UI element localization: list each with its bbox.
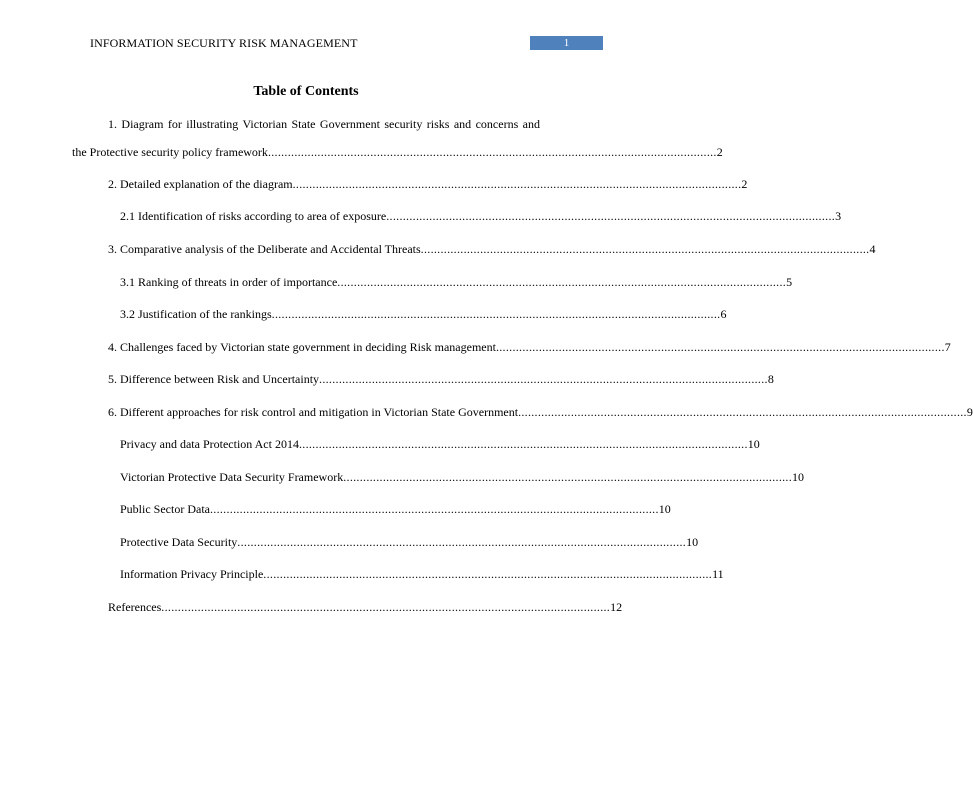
toc-leader-dots: ........................................................................................................................................ xyxy=(263,567,713,581)
toc-entry-text: 4. Challenges faced by Victorian state government in deciding Risk management xyxy=(108,340,496,354)
toc-leader-dots: ........................................................................................................................................ xyxy=(495,340,945,354)
toc-entry-2[interactable] xyxy=(108,177,748,191)
toc-entry-text: References xyxy=(108,600,162,614)
toc-entry-1-line-2[interactable] xyxy=(72,145,723,159)
toc-entry-vpdsf[interactable] xyxy=(120,470,805,484)
toc-leader-dots: ........................................................................................................................................ xyxy=(292,177,742,191)
page-number-badge: 1 xyxy=(530,36,603,50)
toc-entry-1-line-1[interactable]: 1. Diagram for illustrating Victorian State Government security risks and concerns and xyxy=(108,117,540,131)
toc-entry-page: 3 xyxy=(835,209,842,223)
toc-entry-page: 4 xyxy=(869,242,876,256)
toc-entry-text: Privacy and data Protection Act 2014 xyxy=(120,437,299,451)
toc-entry-4[interactable] xyxy=(108,340,951,354)
toc-entry-page: 10 xyxy=(686,535,699,549)
toc-leader-dots: ........................................................................................................................................ xyxy=(267,145,717,159)
toc-leader-dots: ........................................................................................................................................ xyxy=(161,600,611,614)
toc-entry-page: 12 xyxy=(610,600,623,614)
toc-entry-page: 10 xyxy=(747,437,760,451)
toc-entry-page: 2 xyxy=(741,177,748,191)
toc-entry-page: 6 xyxy=(720,307,727,321)
toc-entry-page: 2 xyxy=(716,145,723,159)
toc-leader-dots: ........................................................................................................................................ xyxy=(518,405,967,419)
toc-leader-dots: ........................................................................................................................................ xyxy=(237,535,687,549)
toc-entry-5[interactable] xyxy=(108,372,774,386)
toc-entry-3-1[interactable] xyxy=(120,275,793,289)
toc-leader-dots: ........................................................................................................................................ xyxy=(420,242,870,256)
toc-entry-page: 9 xyxy=(966,405,973,419)
toc-entry-text: 3.1 Ranking of threats in order of importance xyxy=(120,275,338,289)
toc-entry-page: 10 xyxy=(792,470,805,484)
toc-entry-text: 3. Comparative analysis of the Deliberate and Accidental Threats xyxy=(108,242,421,256)
toc-entry-page: 11 xyxy=(712,567,724,581)
toc-entry-page: 5 xyxy=(786,275,793,289)
toc-entry-page: 7 xyxy=(944,340,951,354)
toc-heading: Table of Contents xyxy=(253,84,359,99)
toc-entry-3-2[interactable] xyxy=(120,307,727,321)
toc-leader-dots: ........................................................................................................................................ xyxy=(337,275,787,289)
toc-entry-text: 6. Different approaches for risk control and mitigation in Victorian State Government xyxy=(108,405,519,419)
toc-leader-dots: ........................................................................................................................................ xyxy=(209,502,659,516)
toc-entry-text: the Protective security policy framework xyxy=(72,145,268,159)
toc-entry-text: Protective Data Security xyxy=(120,535,238,549)
toc-leader-dots: ........................................................................................................................................ xyxy=(343,470,793,484)
running-header-title: INFORMATION SECURITY RISK MANAGEMENT xyxy=(90,36,358,50)
toc-entry-text: 2. Detailed explanation of the diagram xyxy=(108,177,293,191)
toc-entry-information-privacy-principle[interactable] xyxy=(120,567,724,581)
toc-entry-2-1[interactable] xyxy=(120,209,842,223)
toc-entry-page: 10 xyxy=(658,502,671,516)
toc-entry-3[interactable] xyxy=(108,242,876,256)
toc-entry-references[interactable] xyxy=(108,600,623,614)
toc-entry-page: 8 xyxy=(767,372,774,386)
toc-entry-text: Information Privacy Principle xyxy=(120,567,264,581)
toc-entry-text: Public Sector Data xyxy=(120,502,210,516)
toc-entry-text: 3.2 Justification of the rankings xyxy=(120,307,272,321)
toc-leader-dots: ........................................................................................................................................ xyxy=(271,307,721,321)
toc-entry-privacy-act[interactable] xyxy=(120,437,760,451)
toc-leader-dots: ........................................................................................................................................ xyxy=(319,372,768,386)
toc-leader-dots: ........................................................................................................................................ xyxy=(386,209,836,223)
toc-entry-text: 2.1 Identification of risks according to area of exposure xyxy=(120,209,387,223)
toc-leader-dots: ........................................................................................................................................ xyxy=(298,437,748,451)
toc-entry-protective-data-security[interactable] xyxy=(120,535,699,549)
toc-entry-public-sector-data[interactable] xyxy=(120,502,671,516)
toc-entry-text: Victorian Protective Data Security Framework xyxy=(120,470,344,484)
toc-entry-6[interactable] xyxy=(108,405,973,419)
toc-entry-text: 5. Difference between Risk and Uncertainty xyxy=(108,372,320,386)
